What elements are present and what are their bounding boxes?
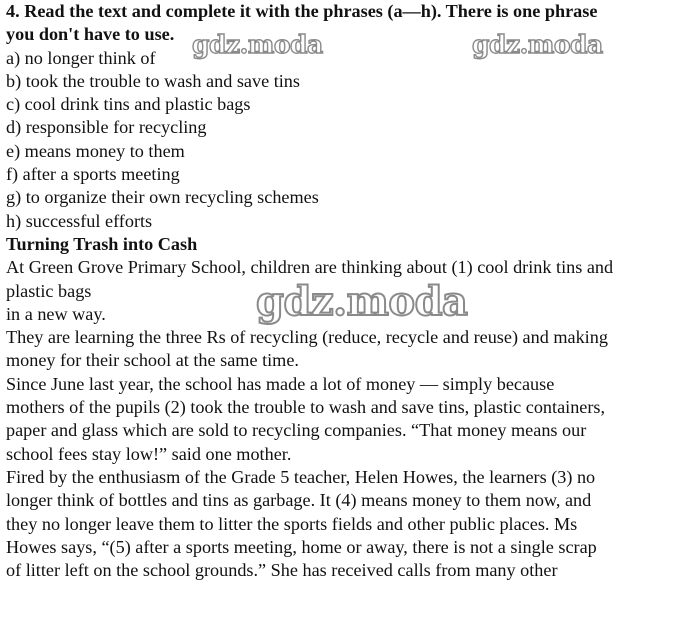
article-line: school fees stay low!” said one mother. — [6, 443, 292, 464]
watermark-logo: gdz.moda — [256, 278, 468, 325]
article-line: Howes says, “(5) after a sports meeting, home or away, there is not a single scrap — [6, 536, 597, 557]
article-line: in a new way. — [6, 303, 106, 324]
phrase-list — [6, 47, 688, 233]
phrase-item: c) cool drink tins and plastic bags — [6, 94, 251, 115]
article-line: money for their school at the same time. — [6, 350, 299, 371]
phrase-item: h) successful efforts — [6, 210, 153, 231]
article-line: At Green Grove Primary School, children are thinking about (1) cool drink tins and — [6, 257, 614, 278]
phrase-item: g) to organize their own recycling schemes — [6, 187, 319, 208]
article-body — [6, 256, 688, 582]
article-line: plastic bags — [6, 280, 92, 301]
article-line: mothers of the pupils (2) took the trouble to wash and save tins, plastic containers, — [6, 397, 606, 418]
article-heading: Turning Trash into Cash — [6, 233, 198, 254]
phrase-item: a) no longer think of — [6, 47, 156, 68]
article-line: paper and glass which are sold to recycling companies. “That money means our — [6, 420, 587, 441]
article-line: They are learning the three Rs of recycling (reduce, recycle and reuse) and making — [6, 327, 608, 348]
task-title-line-2: you don't have to use. — [6, 24, 175, 45]
phrase-item: b) took the trouble to wash and save tins — [6, 70, 300, 91]
phrase-item: d) responsible for recycling — [6, 117, 207, 138]
phrase-item: f) after a sports meeting — [6, 164, 180, 185]
article-line: they no longer leave them to litter the sports fields and other public places. Ms — [6, 513, 578, 534]
article-line: Fired by the enthusiasm of the Grade 5 teacher, Helen Howes, the learners (3) no — [6, 466, 596, 487]
watermark-logo: gdz.moda — [192, 30, 323, 59]
document-page — [6, 0, 688, 582]
article-line: longer think of bottles and tins as garbage. It (4) means money to them now, and — [6, 490, 592, 511]
task-title-line-1: 4. Read the text and complete it with the phrases (a—h). There is one phrase — [6, 1, 598, 21]
article-line: of litter left on the school grounds.” She has received calls from many other — [6, 560, 558, 581]
watermark-logo: gdz.moda — [472, 30, 603, 59]
phrase-item: e) means money to them — [6, 140, 185, 161]
article-line: Since June last year, the school has made a lot of money — simply because — [6, 373, 555, 394]
